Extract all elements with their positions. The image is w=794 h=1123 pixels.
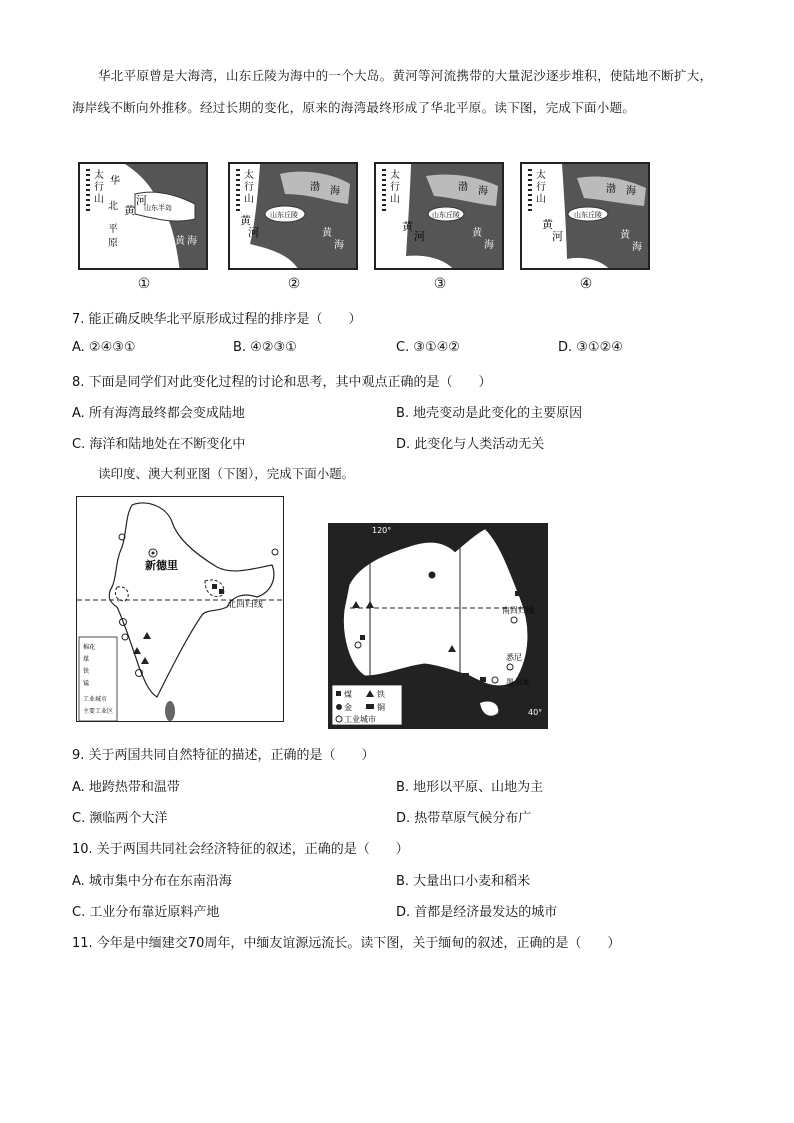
sri-lanka-shape — [165, 701, 175, 721]
m2-b: 行 — [244, 182, 254, 193]
q8-option-d[interactable]: D. 此变化与人类活动无关 — [396, 437, 545, 452]
m1-i: 河 — [136, 194, 147, 207]
m1-f: 平 — [108, 224, 118, 235]
m3-e: 海 — [478, 186, 488, 197]
q8-option-a[interactable]: A. 所有海湾最终都会变成陆地 — [72, 406, 245, 421]
aus-legend-1: 铁 — [377, 690, 385, 699]
m3-h: 河 — [414, 230, 425, 243]
india-city: 新德里 — [145, 559, 178, 572]
m3-d: 渤 — [458, 182, 468, 193]
map-4 — [520, 162, 650, 270]
m1-b: 行 — [94, 182, 104, 193]
aus-legend-2: 金 — [344, 703, 352, 712]
m4-g: 黄 — [542, 218, 553, 231]
m2-e: 海 — [330, 186, 340, 197]
m2-g: 黄 — [240, 214, 251, 227]
map-label-3: ③ — [433, 276, 447, 292]
map-2-svg — [230, 164, 358, 270]
m1-g: 原 — [108, 238, 118, 249]
q7-option-d[interactable]: D. ③①②④ — [558, 340, 623, 355]
m1-l: 海 — [187, 236, 197, 247]
q10-stem: 10. 关于两国共同社会经济特征的叙述，正确的是（ ） — [72, 842, 409, 857]
m1-c: 山 — [94, 194, 104, 205]
india-tropic: 北回归线 — [227, 600, 264, 610]
q9-stem: 9. 关于两国共同自然特征的描述，正确的是（ ） — [72, 748, 375, 763]
india-legend-2: 铁 — [83, 668, 90, 675]
australia-map-svg — [330, 525, 546, 727]
india-map-svg — [77, 497, 284, 722]
map-label-2: ② — [287, 276, 301, 292]
map-3 — [374, 162, 504, 270]
intro-paragraph: 华北平原曾是大海湾，山东丘陵为海中的一个大岛。黄河等河流携带的大量泥沙逐步堆积，使陆地不断扩大，海岸线不断向外推移。经过长期的变化，原来的海湾最终形成了华北平原。读下图，完成下面小题。 — [72, 68, 713, 115]
q8-option-b[interactable]: B. 地壳变动是此变化的主要原因 — [396, 406, 583, 421]
m3-i: 黄 — [472, 228, 482, 239]
q7-option-b[interactable]: B. ④②③① — [233, 340, 297, 355]
q9-option-b[interactable]: B. 地形以平原、山地为主 — [396, 780, 544, 795]
m4-a: 太 — [536, 170, 546, 181]
reading-instruction: 读印度、澳大利亚图（下图），完成下面小题。 — [98, 466, 355, 481]
map-label-4: ④ — [579, 276, 593, 292]
australia-map — [328, 523, 548, 729]
india-map — [76, 496, 284, 722]
aus-tropic: 南回归线 — [502, 606, 534, 615]
m2-h: 河 — [248, 226, 259, 239]
india-legend-4: 工业城市 — [83, 696, 108, 703]
m3-a: 太 — [390, 170, 400, 181]
m1-a: 太 — [94, 170, 104, 181]
m2-d: 渤 — [310, 182, 320, 193]
india-legend-1: 煤 — [83, 656, 90, 663]
m4-e: 海 — [626, 186, 636, 197]
m2-f: 山东丘陵 — [270, 211, 298, 219]
plain-maps-row — [78, 162, 650, 272]
q7-option-c[interactable]: C. ③①④② — [396, 340, 460, 355]
m4-b: 行 — [536, 182, 546, 193]
map-1-svg — [80, 164, 208, 270]
m3-j: 海 — [484, 240, 494, 251]
q10-option-b[interactable]: B. 大量出口小麦和稻米 — [396, 874, 531, 889]
m2-a: 太 — [244, 170, 254, 181]
india-legend-5: 主要工业区 — [83, 708, 114, 715]
m3-g: 黄 — [402, 220, 413, 233]
m4-d: 渤 — [606, 184, 616, 195]
m4-i: 黄 — [620, 230, 630, 241]
q7-stem: 7. 能正确反映华北平原形成过程的排序是（ ） — [72, 312, 362, 327]
m4-c: 山 — [536, 194, 546, 205]
q8-stem: 8. 下面是同学们对此变化过程的讨论和思考，其中观点正确的是（ ） — [72, 375, 492, 390]
q10-option-c[interactable]: C. 工业分布靠近原料产地 — [72, 905, 220, 920]
m2-c: 山 — [244, 194, 254, 205]
q9-option-c[interactable]: C. 濒临两个大洋 — [72, 811, 168, 826]
m2-j: 海 — [334, 240, 344, 251]
aus-lat: 40° — [528, 708, 543, 717]
m1-d: 华 — [110, 176, 120, 187]
q10-option-a[interactable]: A. 城市集中分布在东南沿海 — [72, 874, 232, 889]
q7-option-a[interactable]: A. ②④③① — [72, 340, 136, 355]
map-3-svg — [376, 164, 504, 270]
india-legend-3: 锰 — [83, 680, 90, 687]
aus-city-2: 墨尔本 — [506, 678, 530, 687]
m3-c: 山 — [390, 194, 400, 205]
q8-option-c[interactable]: C. 海洋和陆地处在不断变化中 — [72, 437, 246, 452]
m4-f: 山东丘陵 — [574, 211, 602, 219]
q11-stem: 11. 今年是中缅建交70周年，中缅友谊源远流长。读下图，关于缅甸的叙述，正确的是（ ） — [72, 936, 621, 951]
m1-j: 山东半岛 — [144, 204, 172, 212]
q9-option-d[interactable]: D. 热带草原气候分布广 — [396, 811, 532, 826]
map-2 — [228, 162, 358, 270]
map-1 — [78, 162, 208, 270]
india-legend-0: 棉花 — [83, 644, 96, 651]
m1-k: 黄 — [175, 236, 185, 247]
m3-f: 山东丘陵 — [432, 211, 460, 219]
aus-legend-0: 煤 — [344, 690, 352, 699]
map-4-svg — [522, 164, 650, 270]
q10-option-d[interactable]: D. 首都是经济最发达的城市 — [396, 905, 558, 920]
m1-h: 黄 — [124, 204, 135, 217]
aus-legend-3: 铜 — [377, 703, 385, 712]
aus-city-1: 悉尼 — [506, 653, 522, 662]
m3-b: 行 — [390, 182, 400, 193]
aus-lon2: 140° — [462, 526, 482, 535]
aus-legend-4: 工业城市 — [344, 715, 376, 724]
m1-e: 北 — [108, 201, 118, 212]
m2-i: 黄 — [322, 228, 332, 239]
map-label-1: ① — [137, 276, 151, 292]
m4-j: 海 — [632, 242, 642, 253]
m4-h: 河 — [552, 230, 563, 243]
aus-lon1: 120° — [372, 526, 392, 535]
q9-option-a[interactable]: A. 地跨热带和温带 — [72, 780, 180, 795]
